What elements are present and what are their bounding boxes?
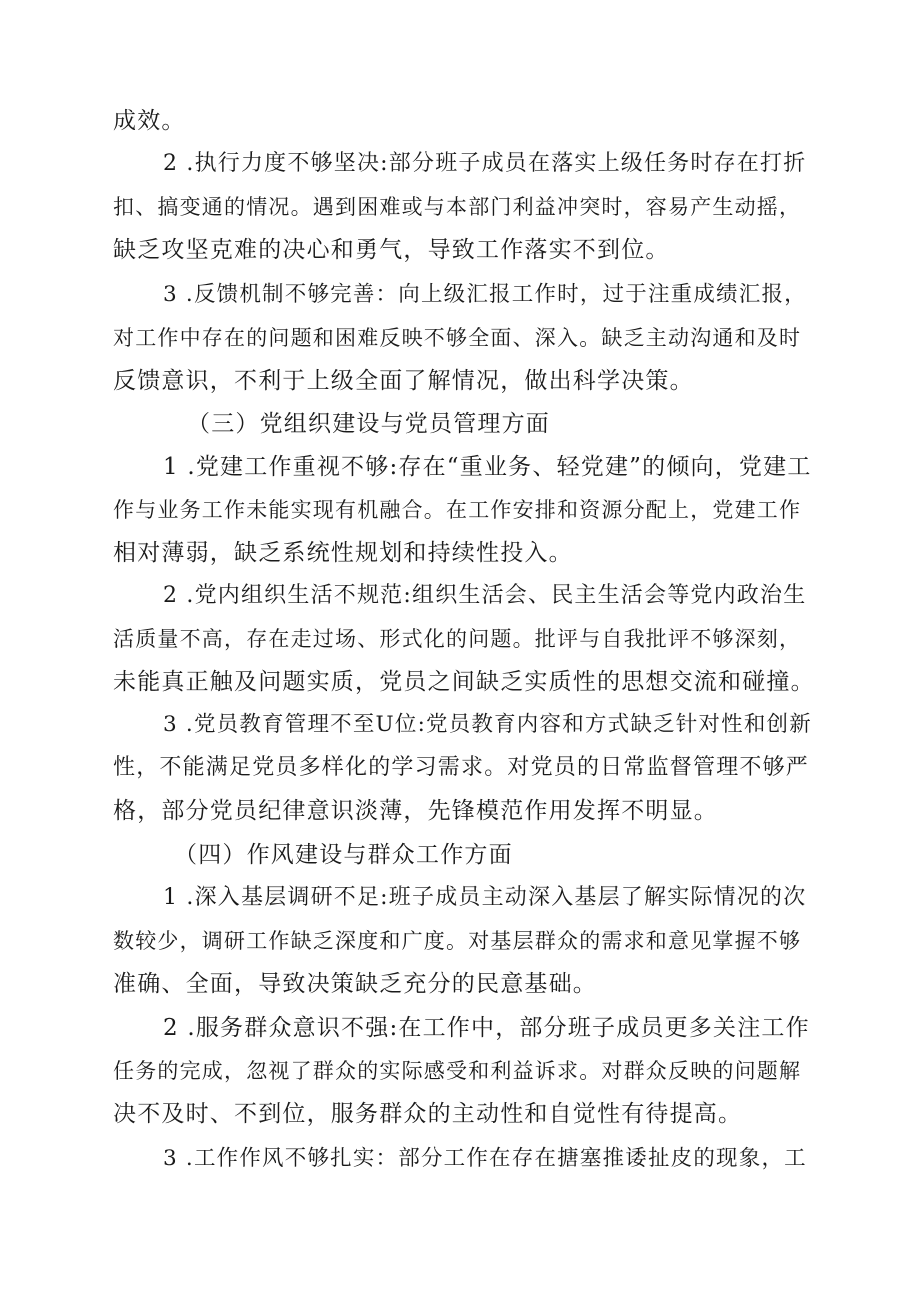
paragraph-line: 准确、全面，导致决策缺乏充分的民意基础。 <box>113 971 597 997</box>
list-item-line: 2 .服务群众意识不强:在工作中，部分班子成员更多关注工作 <box>163 1015 810 1041</box>
paragraph-line: 成效。 <box>113 108 186 134</box>
paragraph-line: 扣、搞变通的情况。遇到困难或与本部门利益冲突时，容易产生动摇， <box>113 195 802 219</box>
paragraph-line: 活质量不高，存在走过场、形式化的问题。批评与自我批评不够深刻， <box>113 627 802 651</box>
paragraph-line: 格，部分党员纪律意识淡薄，先锋模范作用发挥不明显。 <box>113 798 718 824</box>
paragraph-line: 任务的完成，忽视了群众的实际感受和利益诉求。对群众反映的问题解 <box>113 1059 802 1083</box>
paragraph-line: 对工作中存在的问题和困难反映不够全面、深入。缺乏主动沟通和及时 <box>113 326 802 350</box>
list-item-line: 1 .党建工作重视不够:存在“重业务、轻党建”的倾向，党建工 <box>163 454 812 480</box>
list-item-line: 2 .执行力度不够坚决:部分班子成员在落实上级任务时存在打折 <box>163 151 807 176</box>
list-item-line: 2 .党内组织生活不规范:组织生活会、民主生活会等党内政治生 <box>163 583 807 608</box>
paragraph-line: 未能真正触及问题实质，党员之间缺乏实质性的思想交流和碰撞。 <box>113 669 815 695</box>
paragraph-line: 数较少，调研工作缺乏深度和广度。对基层群众的需求和意见掌握不够 <box>113 929 802 953</box>
paragraph-line: 相对薄弱，缺乏系统性规划和持续性投入。 <box>113 540 573 566</box>
paragraph-line: 作与业务工作未能实现有机融合。在工作安排和资源分配上，党建工作 <box>113 498 802 522</box>
section-heading: （三）党组织建设与党员管理方面 <box>187 411 550 437</box>
section-heading: （四）作风建设与群众工作方面 <box>174 842 513 868</box>
paragraph-line: 性，不能满足党员多样化的学习需求。对党员的日常监督管理不够严 <box>113 755 810 780</box>
paragraph-line: 反馈意识，不利于上级全面了解情况，做出科学决策。 <box>113 368 694 394</box>
paragraph-line: 缺乏攻坚克难的决心和勇气，导致工作落实不到位。 <box>113 237 670 263</box>
list-item-line: 3 .党员教育管理不至U位:党员教育内容和方式缺乏针对性和创新 <box>163 712 812 737</box>
list-item-line: 3 .反馈机制不够完善：向上级汇报工作时，过于注重成绩汇报， <box>163 282 807 307</box>
paragraph-line: 决不及时、不到位，服务群众的主动性和自觉性有待提高。 <box>113 1101 743 1127</box>
list-item-line: 1 .深入基层调研不足:班子成员主动深入基层了解实际情况的次 <box>163 885 807 910</box>
list-item-line: 3 .工作作风不够扎实：部分工作在存在搪塞推诿扯皮的现象，工 <box>163 1146 807 1171</box>
